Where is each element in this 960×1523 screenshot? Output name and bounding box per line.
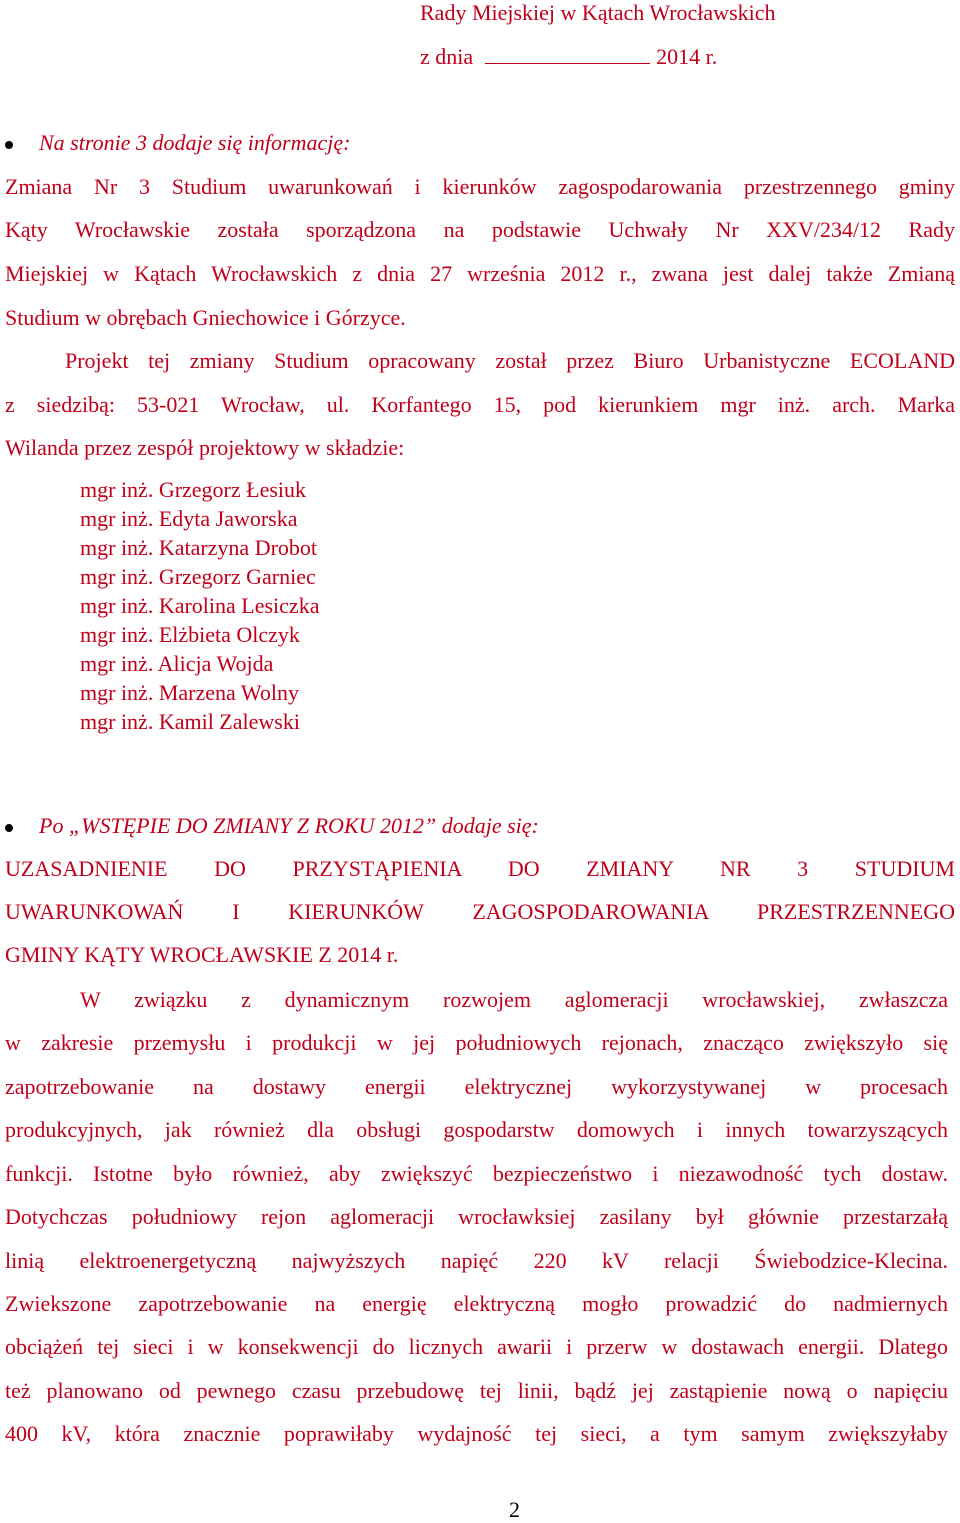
- team-member: mgr inż. Grzegorz Garniec: [80, 564, 316, 589]
- bullet-icon: [5, 824, 13, 832]
- body-line: w zakresie przemysłu i produkcji w jej południowych rejonach, znacząco zwiększyło się: [5, 1030, 948, 1055]
- para2-line: Projekt tej zmiany Studium opracowany został przez Biuro Urbanistyczne ECOLAND: [65, 348, 955, 373]
- heading-line: GMINY KĄTY WROCŁAWSKIE Z 2014 r.: [5, 942, 399, 967]
- team-member: mgr inż. Grzegorz Łesiuk: [80, 477, 307, 502]
- heading-line: UZASADNIENIE DO PRZYSTĄPIENIA DO ZMIANY NR 3 STUDIUM: [5, 856, 955, 881]
- section1-bullet-text: Na stronie 3 dodaje się informację:: [39, 130, 351, 155]
- date-prefix: z dnia: [420, 44, 474, 69]
- section1-bullet: [5, 130, 350, 156]
- para1-line: Studium w obrębach Gniechowice i Górzyce.: [5, 305, 406, 330]
- body-line: W związku z dynamicznym rozwojem aglomeracji wrocławskiej, zwłaszcza: [80, 987, 948, 1012]
- body-line: produkcyjnych, jak również dla obsługi gospodarstw domowych i innych towarzyszących: [5, 1117, 948, 1142]
- resolution-date: [420, 43, 717, 70]
- body-line: funkcji. Istotne było również, aby zwiększyć bezpieczeństwo i niezawodność tych dostaw.: [5, 1161, 948, 1186]
- body-line: linią elektroenergetyczną najwyższych napięć 220 kV relacji Świebodzice-Klecina.: [5, 1248, 948, 1273]
- para1-line: Kąty Wrocławskie została sporządzona na podstawie Uchwały Nr XXV/234/12 Rady: [5, 217, 955, 242]
- para2-line: z siedzibą: 53-021 Wrocław, ul. Korfantego 15, pod kierunkiem mgr inż. arch. Marka: [5, 392, 955, 417]
- date-blank: [485, 43, 650, 64]
- body-line: też planowano od pewnego czasu przebudowę tej linii, bądź jej zastąpienie nową o napięciu: [5, 1378, 948, 1403]
- section2-bullet-text: Po „WSTĘPIE DO ZMIANY Z ROKU 2012” dodaje się:: [39, 813, 539, 838]
- para2-line: Wilanda przez zespół projektowy w składzie:: [5, 435, 405, 460]
- body-line: 400 kV, która znacznie poprawiłaby wydajność tej sieci, a tym samym zwiększyłaby: [5, 1421, 948, 1446]
- council-name: Rady Miejskiej w Kątach Wrocławskich: [420, 0, 776, 25]
- team-member: mgr inż. Elżbieta Olczyk: [80, 622, 300, 647]
- team-member: mgr inż. Marzena Wolny: [80, 680, 299, 705]
- date-suffix: 2014 r.: [656, 44, 718, 69]
- para1-line: Zmiana Nr 3 Studium uwarunkowań i kierunków zagospodarowania przestrzennego gminy: [5, 174, 955, 199]
- team-list: [80, 475, 319, 736]
- team-member: mgr inż. Karolina Lesiczka: [80, 593, 320, 618]
- body-line: Zwiekszone zapotrzebowanie na energię elektryczną mogło prowadzić do nadmiernych: [5, 1291, 948, 1316]
- page-number: 2: [509, 1497, 520, 1522]
- body-line: zapotrzebowanie na dostawy energii elektrycznej wykorzystywanej w procesach: [5, 1074, 948, 1099]
- team-member: mgr inż. Katarzyna Drobot: [80, 535, 318, 560]
- heading-line: UWARUNKOWAŃ I KIERUNKÓW ZAGOSPODAROWANIA PRZESTRZENNEGO: [5, 899, 955, 924]
- section2-bullet: [5, 813, 539, 839]
- team-member: mgr inż. Kamil Zalewski: [80, 709, 300, 734]
- team-member: mgr inż. Edyta Jaworska: [80, 506, 298, 531]
- para1-line: Miejskiej w Kątach Wrocławskich z dnia 27 września 2012 r., zwana jest dalej także Zmianą: [5, 261, 955, 286]
- bullet-icon: [5, 141, 13, 149]
- body-line: obciążeń tej sieci i w konsekwencji do licznych awarii i przerw w dostawach energii. Dlatego: [5, 1334, 948, 1359]
- body-line: Dotychczas południowy rejon aglomeracji wrocławksiej zasilany był głównie przestarzałą: [5, 1204, 948, 1229]
- team-member: mgr inż. Alicja Wojda: [80, 651, 274, 676]
